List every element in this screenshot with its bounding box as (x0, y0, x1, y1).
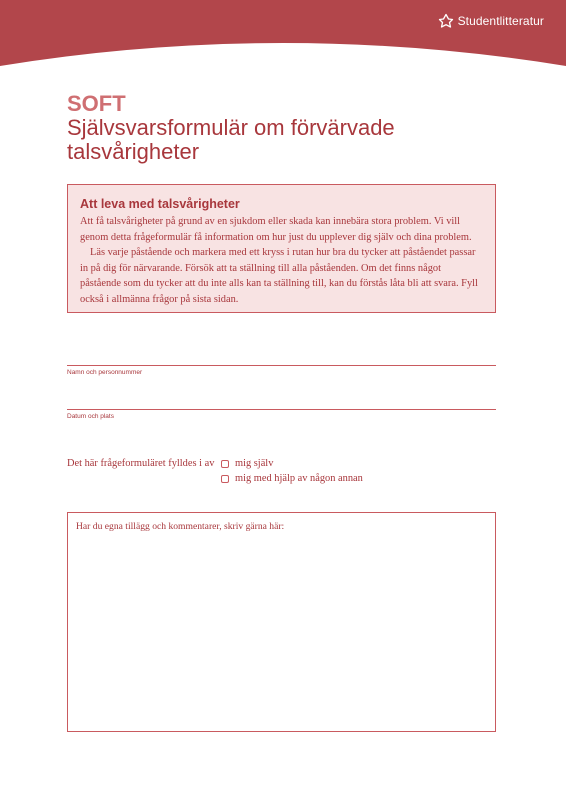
checkbox-self[interactable] (221, 460, 229, 468)
header-band (0, 0, 566, 70)
option-with-help-label: mig med hjälp av någon annan (235, 473, 363, 484)
series-title: SOFT (67, 91, 126, 116)
intro-text (80, 214, 483, 307)
intro-box (67, 184, 496, 313)
brand (438, 13, 544, 29)
name-field[interactable] (67, 365, 496, 366)
name-field-label: Namn och personnummer (67, 369, 143, 376)
checkbox-with-help[interactable] (221, 475, 229, 483)
comments-textarea[interactable] (67, 512, 496, 732)
form-title-line-1: Självsvarsformulär om förvärvade (67, 115, 395, 140)
date-field-label: Datum och plats (67, 413, 114, 420)
option-with-help[interactable] (221, 473, 363, 484)
option-self-label: mig själv (235, 458, 274, 469)
filled-by-question: Det här frågeformuläret fylldes i av (67, 458, 215, 469)
comments-label: Har du egna tillägg och kommentarer, skriv gärna här: (76, 521, 285, 532)
date-field[interactable] (67, 409, 496, 410)
form-title-line-2: talsvårigheter (67, 139, 200, 164)
intro-paragraph-2: Läs varje påstående och markera med ett kryss i rutan hur bra du tycker att påståendet passar in på dig för närvarande. Försök att ta ställning till alla påståenden. Om det finns något påstående som du tycker att du inte alls kan ta ställning till, kan du förstås låta bli att svara. Fyll också i allmänna frågor på sista sidan. (80, 247, 478, 305)
title-block (67, 92, 467, 164)
intro-paragraph-1: Att få talsvårigheter på grund av en sjukdom eller skada kan innebära stora problem. Vi vill genom detta frågeformulär få information om hur just du upplever dig själv och dina problem. (80, 216, 472, 243)
studentlitteratur-logo-icon (438, 13, 454, 29)
header-wave-shape (0, 0, 566, 70)
option-self[interactable] (221, 458, 273, 469)
intro-heading: Att leva med talsvårigheter (80, 197, 240, 211)
brand-name: Studentlitteratur (457, 14, 544, 28)
